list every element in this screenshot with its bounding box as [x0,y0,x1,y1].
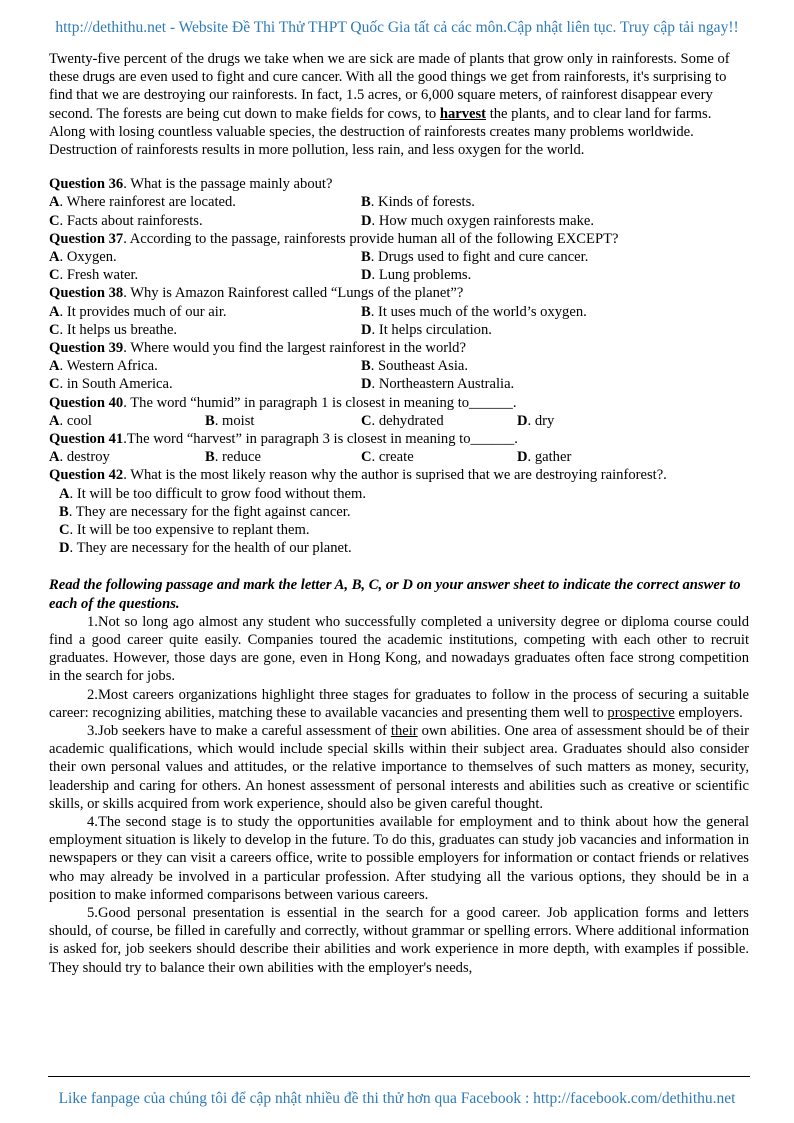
passage2-paragraph-2: 2.Most careers organizations highlight three stages for graduates to follow in the process of securing a suitable career: recognizing abilities, matching these to available vacancies and presenting them well to prospective employers. [49,686,749,721]
question-number: Question 36 [49,176,124,193]
option-a[interactable]: A. It will be too difficult to grow food without them. [59,485,366,502]
keyword-their: their [390,722,418,739]
option-a[interactable]: A. cool [49,412,92,429]
option-a[interactable]: A. It provides much of our air. [49,303,227,320]
option-a[interactable]: A. Oxygen. [49,249,117,265]
question-text: . According to the passage, rainforests provide human all of the following EXCEPT? [123,230,619,247]
question-number: Question 41 [49,430,124,447]
option-c[interactable]: C. It helps us breathe. [49,321,178,338]
option-b[interactable]: B. Drugs used to fight and cure cancer. [361,249,589,265]
question-number: Question 42 [49,467,124,484]
option-d[interactable]: D. Lung problems. [361,267,472,284]
option-b[interactable]: B. moist [205,412,255,429]
option-c[interactable]: C. dehydrated [361,412,444,429]
question-41 [49,430,749,466]
passage1-text-after: the plants, and to clear land for farms. Along with losing countless valuable species, the destruction of rainforests creates many problems worldwide. Destruction of rainforests results in more pollution, less rain, and less oxygen for the world. [49,105,712,159]
question-text: . Why is Amazon Rainforest called “Lungs of the planet”? [123,285,464,302]
option-d[interactable]: D. dry [517,412,555,429]
question-text: . What is the most likely reason why the author is suprised that we are destroying rainforest?. [123,467,667,484]
question-number: Question 38 [49,285,124,302]
question-number: Question 37 [49,230,124,247]
option-b[interactable]: B. Kinds of forests. [361,194,475,211]
question-38 [49,284,749,339]
question-number: Question 40 [49,394,124,411]
option-a[interactable]: A. Western Africa. [49,358,158,375]
option-c[interactable]: C. Facts about rainforests. [49,212,203,229]
option-c[interactable]: C. Fresh water. [49,267,139,284]
option-c[interactable]: C. in South America. [49,376,173,393]
reading-passage-1 [49,50,749,159]
question-stem [49,466,749,484]
question-42 [49,466,749,557]
passage2-paragraph-4: 4.The second stage is to study the opportunities available for employment and to think about how the general employment situation is likely to develop in the future. To do this, graduates can study job vacancies and information in newspapers or they can visit a careers office, write to possible employers for information or contact friends or relatives who may already be involved in a particular profession. After studying all the various options, they should be in a position to make informed comparisons between various careers. [49,813,749,903]
option-b[interactable]: B. They are necessary for the fight against cancer. [59,503,351,520]
question-40 [49,394,749,430]
question-37 [49,230,749,285]
question-36 [49,175,749,230]
option-d[interactable]: D. Northeastern Australia. [361,376,515,393]
question-text: . Where would you find the largest rainforest in the world? [123,339,466,356]
option-c[interactable]: C. It will be too expensive to replant them. [59,521,310,538]
footer-facebook-link[interactable]: Like fanpage của chúng tôi để cập nhật nhiều đề thi thử hơn qua Facebook : http://facebook.com/dethithu.net [58,1090,736,1107]
section-instruction: Read the following passage and mark the letter A, B, C, or D on your answer sheet to indicate the correct answer to each of the questions. [49,577,741,612]
option-d[interactable]: D. gather [517,449,572,466]
option-a[interactable]: A. destroy [49,449,110,466]
keyword-harvest: harvest [439,105,487,122]
question-stem [49,175,749,193]
question-stem [49,284,749,302]
question-stem [49,230,749,248]
option-c[interactable]: C. create [361,449,414,466]
page-content [49,50,749,977]
option-a[interactable]: A. Where rainforest are located. [49,194,236,211]
option-d[interactable]: D. They are necessary for the health of our planet. [59,540,352,557]
passage2-paragraph-5: 5.Good personal presentation is essential in the search for a good career. Job application forms and letters should, of course, be filled in carefully and correctly, without grammar or spelling errors. Where additional information is asked for, job seekers should describe their abilities and work experience in more depth, with examples if possible. They should try to balance their own abilities with the employer's needs, [49,904,749,976]
passage2-paragraph-3: 3.Job seekers have to make a careful assessment of their own abilities. One area of assessment should be of their academic qualifications, which would include special skills within their subject area. Graduates should also consider their own personal values and attitudes, or the relative importance to themselves of such matters as money, security, leadership and caring for others. An honest assessment of personal interests and abilities such as creative or scientific skills, or skills acquired from work experience, should also be given careful thought. [49,722,750,812]
passage2-paragraph-1: 1.Not so long ago almost any student who successfully completed a university degree or diploma course could find a good career quite easily. Companies toured the academic institutions, competing with each other to recruit graduates. However, those days are gone, even in Hong Kong, and nowadays graduates often face strong competition in the search for jobs. [49,613,749,685]
option-b[interactable]: B. It uses much of the world’s oxygen. [361,303,587,320]
option-b[interactable]: B. Southeast Asia. [361,358,469,375]
option-b[interactable]: B. reduce [205,449,261,466]
question-number: Question 39 [49,339,124,356]
option-d[interactable]: D. It helps circulation. [361,321,492,338]
passage1-text-before: Twenty-five percent of the drugs we take when we are sick are made of plants that grow only in rainforests. Some of these drugs are even used to fight and cure cancer. With all the good things we get from rainforests, it's surprising to find that we are destroying our rainforests. In fact, 1.5 acres, or 6,000 square meters, of rainforest disappear every second. The forests are being cut down to make fields for cows, to [49,51,730,122]
question-text: . What is the passage mainly about? [123,176,333,193]
footer-divider [48,1076,750,1077]
option-d[interactable]: D. How much oxygen rainforests make. [361,212,595,229]
question-39 [49,339,749,394]
question-stem [49,394,749,412]
question-text: . The word “humid” in paragraph 1 is closest in meaning to______. [123,394,517,411]
question-stem [49,339,749,357]
question-stem [49,430,749,448]
page-header-link[interactable]: http://dethithu.net - Website Đề Thi Thử THPT Quốc Gia tất cả các môn.Cập nhật liên tục. Truy cập tải ngay!! [55,19,739,36]
question-text: .The word “harvest” in paragraph 3 is closest in meaning to______. [123,430,518,447]
keyword-prospective: prospective [607,704,675,721]
